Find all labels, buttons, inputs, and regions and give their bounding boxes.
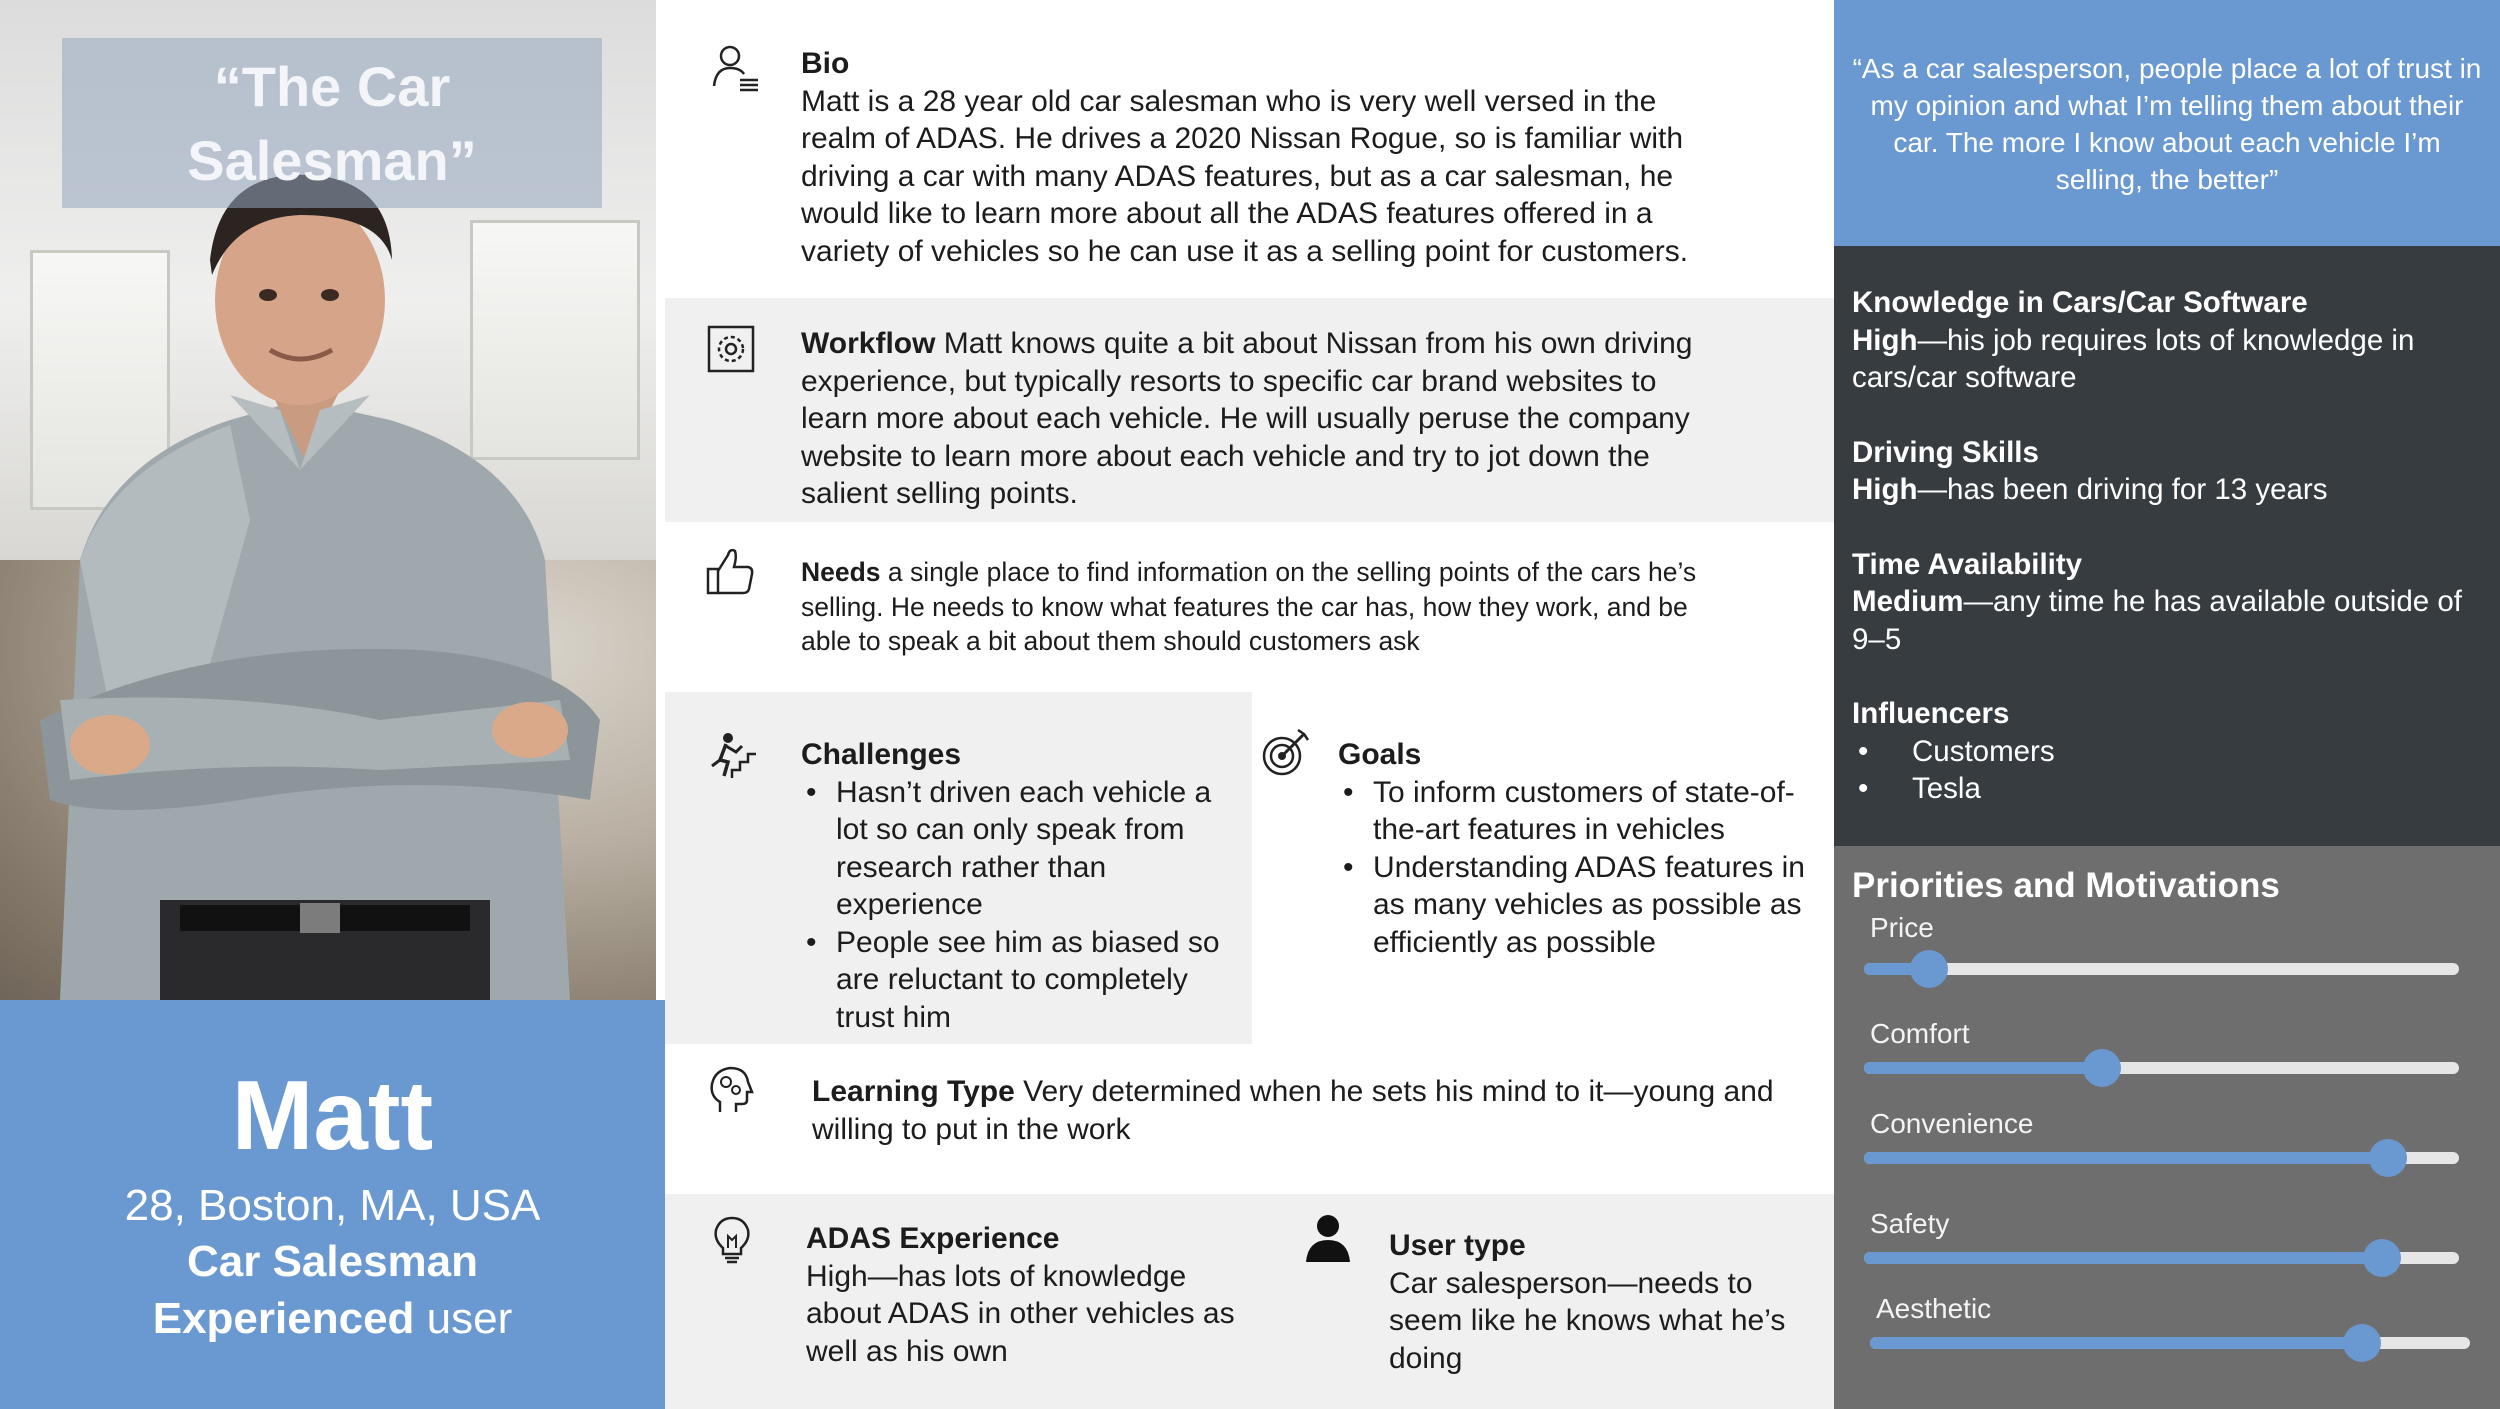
learning-heading: Learning Type	[812, 1075, 1015, 1108]
persona-nickname: “The Car Salesman”	[62, 38, 602, 208]
comfort-slider[interactable]	[1864, 1062, 2459, 1074]
aesthetic-slider[interactable]	[1870, 1337, 2470, 1349]
persona-name: Matt	[231, 1060, 434, 1170]
driving-level: High	[1852, 473, 1918, 506]
convenience-slider-knob[interactable]	[2369, 1139, 2407, 1177]
goal-item: • Understanding ADAS features in as many vehicles as possible as efficiently as possible	[1338, 849, 1808, 962]
knowledge-detail: —his job requires lots of knowledge in cars/car software	[1852, 323, 2415, 394]
user-silhouette-icon	[1302, 1212, 1354, 1264]
price-slider[interactable]	[1864, 963, 2459, 975]
priorities-heading: Priorities and Motivations	[1852, 866, 2280, 905]
price-label: Price	[1870, 912, 1934, 943]
comfort-slider-knob[interactable]	[2083, 1049, 2121, 1087]
knowledge-level: High	[1852, 323, 1918, 357]
aesthetic-slider-fill	[1870, 1337, 2362, 1349]
target-icon	[1260, 726, 1312, 778]
safety-label: Safety	[1870, 1208, 1950, 1239]
knowledge-text	[1852, 322, 2500, 397]
time-text	[1852, 583, 2500, 658]
driving-text	[1852, 471, 2500, 509]
workflow-block	[801, 325, 1731, 513]
time-detail: —any time he has available outside of 9–5	[1852, 585, 2462, 656]
user-profile-icon	[710, 42, 762, 94]
needs-heading: Needs	[801, 557, 881, 587]
aesthetic-slider-knob[interactable]	[2343, 1324, 2381, 1362]
adas-text: High—has lots of knowledge about ADAS in other vehicles as well as his own	[806, 1259, 1235, 1368]
persona-identity-panel	[0, 1000, 665, 1409]
comfort-slider-fill	[1864, 1062, 2102, 1074]
experience-level: Experienced	[152, 1294, 415, 1343]
learning-text: Very determined when he sets his mind to it—young and willing to put in the work	[812, 1075, 1774, 1146]
adas-heading: ADAS Experience	[806, 1222, 1060, 1255]
influencer-item: • Tesla	[1852, 770, 2500, 808]
safety-slider[interactable]	[1864, 1252, 2459, 1264]
head-gears-icon	[706, 1064, 758, 1116]
experience-suffix: user	[414, 1294, 513, 1343]
convenience-label: Convenience	[1870, 1108, 2034, 1139]
price-slider-knob[interactable]	[1910, 950, 1948, 988]
aesthetic-label: Aesthetic	[1876, 1293, 1992, 1324]
knowledge-heading: Knowledge in Cars/Car Software	[1852, 286, 2308, 319]
lightbulb-icon	[706, 1214, 758, 1266]
convenience-slider[interactable]	[1864, 1152, 2459, 1164]
goal-item: • To inform customers of state-of-the-art features in vehicles	[1338, 774, 1808, 849]
convenience-slider-fill	[1864, 1152, 2388, 1164]
challenges-block	[801, 736, 1241, 1036]
workflow-heading: Workflow	[801, 327, 936, 360]
persona-location: 28, Boston, MA, USA	[124, 1181, 541, 1230]
persona-quote: “As a car salesperson, people place a lot of trust in my opinion and what I’m telling them about their car. The more I know about each vehicle I’m selling, the better”	[1834, 0, 2500, 246]
comfort-label: Comfort	[1870, 1018, 1970, 1049]
priorities-panel	[1834, 846, 2500, 1409]
usertype-block	[1389, 1227, 1809, 1377]
persona-occupation: Car Salesman	[186, 1237, 479, 1286]
goals-heading: Goals	[1338, 738, 1422, 771]
needs-block	[801, 555, 1731, 659]
workflow-text: Matt knows quite a bit about Nissan from his own driving experience, but typically resorts to specific car brand websites to learn more about each vehicle. He will usually peruse the company website to learn more about each vehicle and try to jot down the salient selling points.	[801, 327, 1693, 510]
stairs-climb-icon	[706, 730, 758, 782]
driving-detail: —has been driving for 13 years	[1917, 473, 2328, 506]
time-level: Medium	[1852, 585, 1964, 618]
time-heading: Time Availability	[1852, 547, 2083, 581]
goals-block	[1338, 736, 1808, 961]
usertype-heading: User type	[1389, 1229, 1526, 1262]
influencer-item: • Customers	[1852, 733, 2500, 771]
adas-block	[806, 1220, 1246, 1370]
challenge-item: • Hasn’t driven each vehicle a lot so can only speak from research rather than experience	[801, 774, 1241, 924]
learning-block	[812, 1073, 1812, 1148]
workflow-gear-icon	[706, 324, 758, 376]
thumbs-up-icon	[704, 545, 756, 597]
bio-text: Matt is a 28 year old car salesman who is very well versed in the realm of ADAS. He drives a 2020 Nissan Rogue, so is familiar with driving a car with many ADAS features, but as a car salesman, he would like to learn more about all the ADAS features offered in a variety of vehicles so he can use it as a selling point for customers.	[801, 84, 1689, 268]
safety-slider-knob[interactable]	[2363, 1239, 2401, 1277]
bio-block	[801, 45, 1731, 270]
persona-experience	[0, 1290, 665, 1348]
persona-facts-panel	[1834, 246, 2500, 846]
influencers-heading: Influencers	[1852, 697, 2010, 730]
needs-text: a single place to find information on the selling points of the cars he’s selling. He needs to know what features the car has, how they work, and be able to speak a bit about them should customers ask	[801, 557, 1697, 656]
challenges-heading: Challenges	[801, 738, 962, 771]
driving-heading: Driving Skills	[1852, 435, 2039, 469]
safety-slider-fill	[1864, 1252, 2382, 1264]
challenge-item: • People see him as biased so are reluctant to completely trust him	[801, 924, 1241, 1037]
usertype-text: Car salesperson—needs to seem like he knows what he’s doing	[1389, 1266, 1786, 1375]
bio-heading: Bio	[801, 47, 850, 80]
